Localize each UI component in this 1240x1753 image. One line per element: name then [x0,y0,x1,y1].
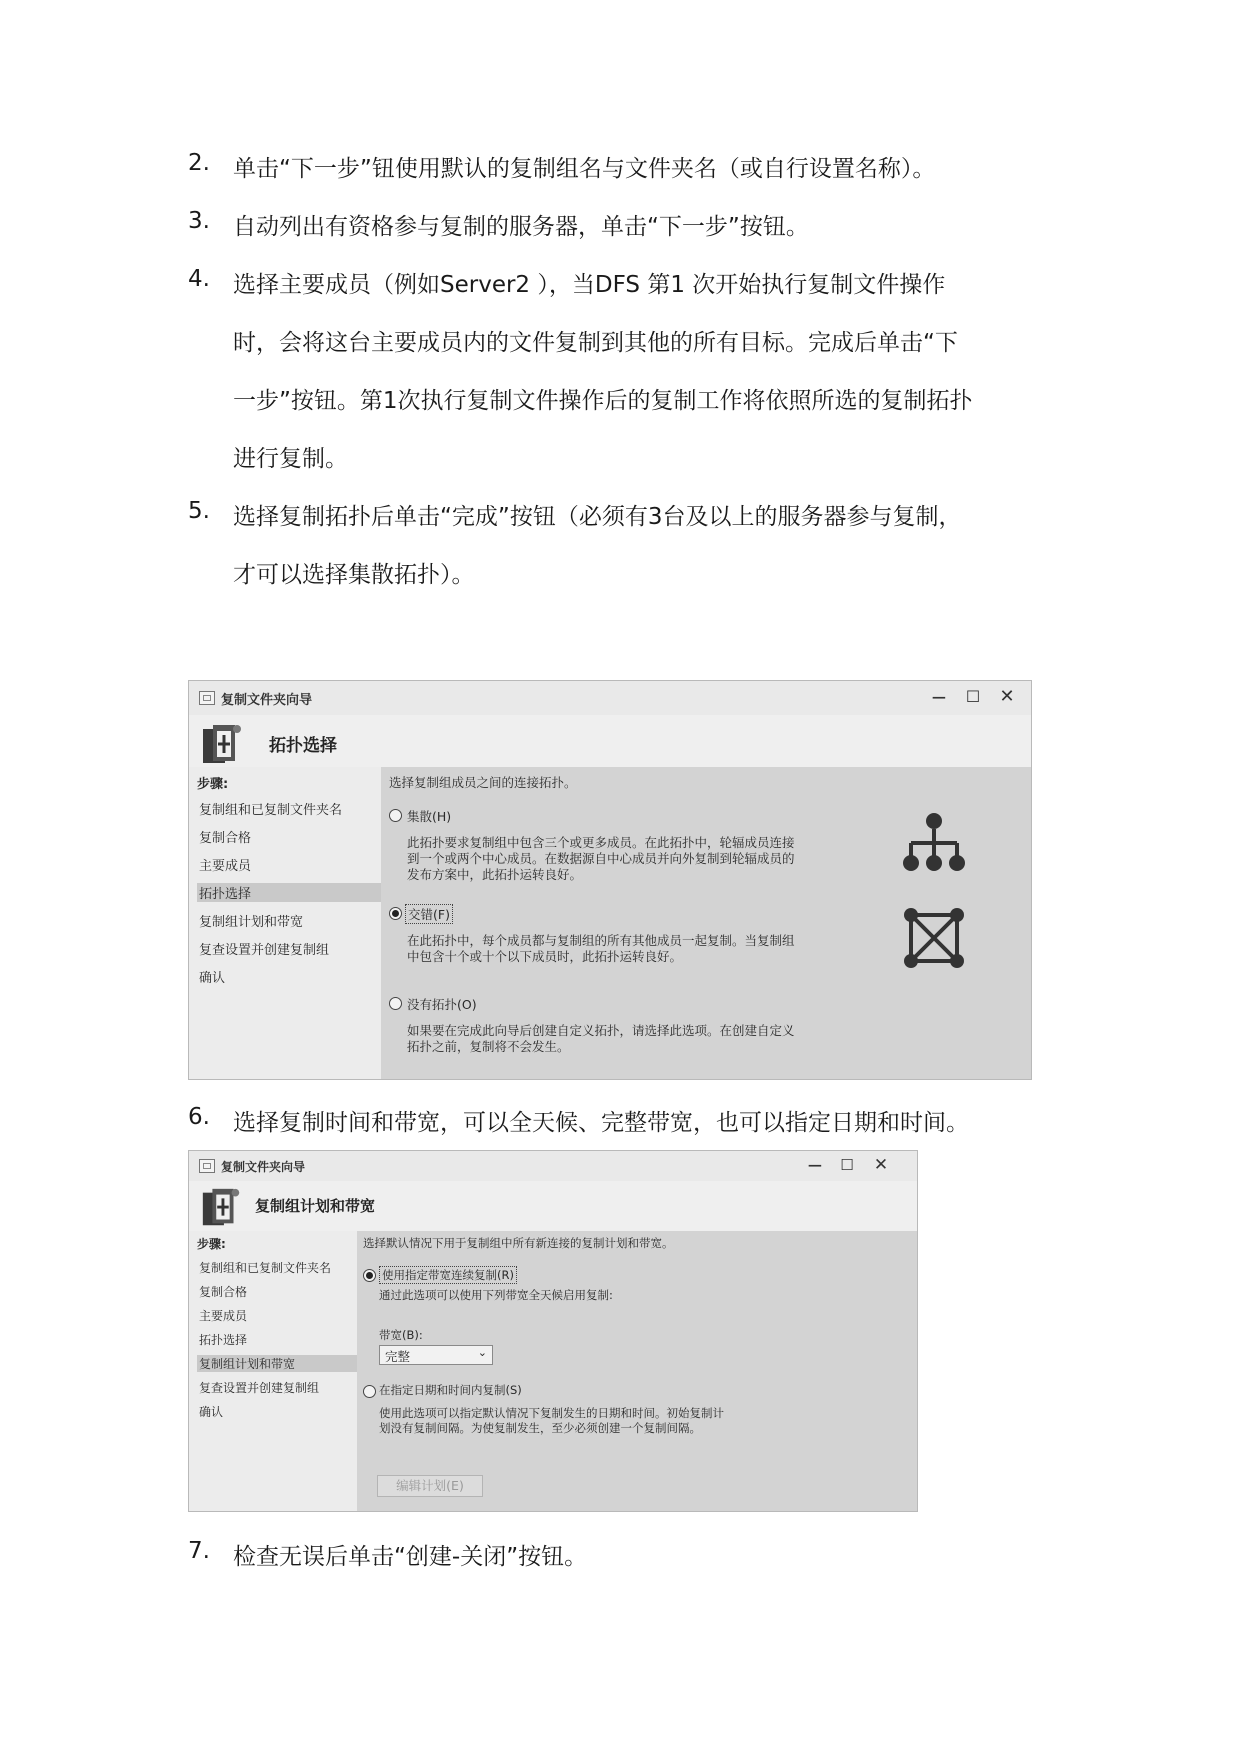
wizard-step-item[interactable]: 复制组和已复制文件夹名 [199,1261,332,1275]
wizard-step-item[interactable]: 复制合格 [199,1285,248,1299]
step-number: 2. [188,150,210,176]
bandwidth-select[interactable] [379,1345,493,1365]
step-number: 3. [188,208,210,234]
hub-spoke-label[interactable]: 集散(H) [407,809,452,824]
full-mesh-desc: 中包含十个或十个以下成员时，此拓扑运转良好。 [407,949,683,964]
step-text-line: 才可以选择集散拓扑）。 [233,562,475,588]
minimize-button[interactable]: − [806,1153,824,1177]
full-mesh-desc: 在此拓扑中，每个成员都与复制组的所有其他成员一起复制。当复制组 [407,933,795,948]
wizard-page-title: 拓扑选择 [269,736,337,756]
window-titlebar [189,1151,917,1181]
window-titlebar [189,681,1031,715]
scheduled-replication-label[interactable]: 在指定日期和时间内复制(S) [379,1383,522,1397]
wizard-step-item[interactable]: 主要成员 [199,1309,248,1323]
replication-wizard-icon [199,1185,245,1231]
full-mesh-label[interactable]: 交错(F) [405,904,453,924]
wizard-step-item[interactable]: 拓扑选择 [199,1333,248,1347]
scheduled-replication-radio[interactable] [363,1385,376,1398]
continuous-replication-radio[interactable] [363,1269,376,1282]
wizard-header [189,1181,917,1231]
step-text-line: 选择复制时间和带宽，可以全天候、完整带宽，也可以指定日期和时间。 [233,1110,969,1136]
step-text-line: 自动列出有资格参与复制的服务器，单击“下一步”按钮。 [233,214,809,240]
wizard-step-item[interactable]: 复查设置并创建复制组 [199,943,330,958]
full-mesh-radio[interactable] [389,907,402,920]
edit-schedule-button[interactable]: 编辑计划(E) [377,1475,483,1497]
bandwidth-select-value: 完整 [385,1349,411,1364]
bandwidth-label: 带宽(B): [379,1328,423,1342]
window-app-icon [199,1159,215,1173]
chevron-down-icon: ⌄ [477,1346,487,1359]
wizard-steps-pane [189,1231,357,1511]
maximize-button[interactable]: ☐ [965,687,981,706]
step-text-line: 检查无误后单击“创建-关闭”按钮。 [233,1544,588,1570]
step-number: 7. [188,1538,210,1564]
no-topology-desc: 如果要在完成此向导后创建自定义拓扑，请选择此选项。在创建自定义 [407,1023,795,1038]
full-mesh-topology-icon [903,907,965,969]
hub-spoke-desc: 发布方案中，此拓扑运转良好。 [407,867,583,882]
steps-header: 步骤: [197,1237,226,1251]
topology-intro: 选择复制组成员之间的连接拓扑。 [389,775,577,790]
step-text-line: 一步”按钮。第1次执行复制文件操作后的复制工作将依照所选的复制拓扑 [233,388,973,414]
wizard-content-pane [357,1231,917,1511]
close-button[interactable]: ✕ [999,686,1015,707]
step-number: 6. [188,1104,210,1130]
step-number: 4. [188,266,210,292]
wizard-step-item[interactable]: 复制组计划和带宽 [199,915,304,930]
replication-wizard-icon [199,721,247,769]
continuous-replication-label[interactable]: 使用指定带宽连续复制(R) [379,1266,517,1284]
wizard-content-pane [381,767,1031,1079]
hub-spoke-desc: 到一个或两个中心成员。在数据源自中心成员并向外复制到轮辐成员的 [407,851,795,866]
maximize-button[interactable]: ☐ [840,1156,854,1174]
window-app-icon [199,691,215,705]
wizard-step-item[interactable]: 复制组和已复制文件夹名 [199,803,343,818]
wizard-steps-pane [189,767,381,1079]
minimize-button[interactable]: − [930,685,948,709]
no-topology-label[interactable]: 没有拓扑(O) [407,997,477,1012]
scheduled-replication-desc: 划没有复制间隔。为使复制发生，至少必须创建一个复制间隔。 [379,1421,701,1435]
close-button[interactable]: ✕ [873,1155,889,1175]
window-title: 复制文件夹向导 [221,693,313,708]
wizard-screenshot-topology [188,680,1032,1080]
no-topology-desc: 拓扑之前，复制将不会发生。 [407,1039,570,1054]
wizard-step-item[interactable]: 确认 [199,1405,224,1419]
wizard-page-title: 复制组计划和带宽 [255,1197,376,1215]
schedule-intro: 选择默认情况下用于复制组中所有新连接的复制计划和带宽。 [363,1236,674,1250]
wizard-screenshot-schedule [188,1150,918,1512]
wizard-step-item[interactable]: 复查设置并创建复制组 [199,1381,320,1395]
continuous-replication-desc: 通过此选项可以使用下列带宽全天候启用复制: [379,1288,613,1302]
wizard-header [189,715,1031,767]
hub-spoke-topology-icon [901,811,967,877]
step-text-line: 单击“下一步”钮使用默认的复制组名与文件夹名（或自行设置名称）。 [233,156,936,182]
wizard-step-item-active[interactable]: 复制组计划和带宽 [197,1355,357,1372]
no-topology-radio[interactable] [389,997,402,1010]
wizard-step-item[interactable]: 复制合格 [199,831,252,846]
wizard-step-item[interactable]: 主要成员 [199,859,252,874]
steps-header: 步骤: [197,777,229,792]
step-text-line: 选择主要成员（例如Server2 ），当DFS 第1 次开始执行复制文件操作 [233,272,946,298]
step-text-line: 进行复制。 [233,446,348,472]
wizard-step-item-active[interactable]: 拓扑选择 [197,883,381,902]
step-text-line: 时，会将这台主要成员内的文件复制到其他的所有目标。完成后单击“下 [233,330,958,356]
step-number: 5. [188,498,210,524]
window-title: 复制文件夹向导 [221,1160,306,1174]
hub-spoke-radio[interactable] [389,809,402,822]
scheduled-replication-desc: 使用此选项可以指定默认情况下复制发生的日期和时间。初始复制计 [379,1406,724,1420]
hub-spoke-desc: 此拓扑要求复制组中包含三个或更多成员。在此拓扑中，轮辐成员连接 [407,835,795,850]
wizard-step-item[interactable]: 确认 [199,971,226,986]
step-text-line: 选择复制拓扑后单击“完成”按钮（必须有3台及以上的服务器参与复制， [233,504,962,530]
